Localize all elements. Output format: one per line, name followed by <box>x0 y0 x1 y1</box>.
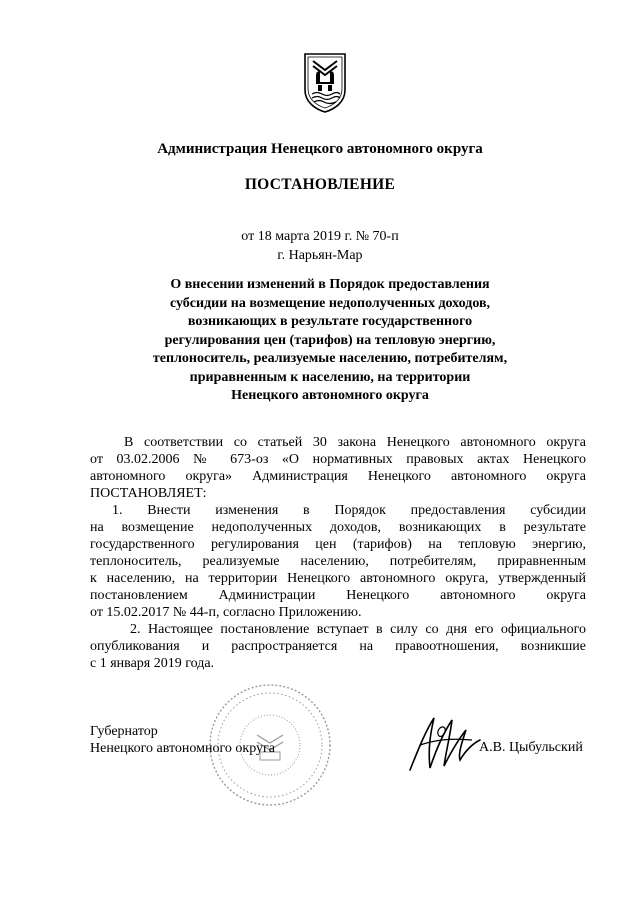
body-line: государственного регулирования цен (тарифов) на тепловую энергию, <box>90 537 586 552</box>
organization-name: Администрация Ненецкого автономного округа <box>157 141 483 157</box>
body-line: постановлением Администрации Ненецкого автономного округа <box>90 588 586 603</box>
body-line: автономного округа» Администрация Ненецкого автономного округа <box>90 469 586 484</box>
signatory-position <box>90 723 275 757</box>
body-line: от 15.02.2017 № 44-п, согласно Приложению. <box>90 605 362 620</box>
body-line: к населению, на территории Ненецкого автономного округа, утвержденный <box>90 571 586 586</box>
body-line: 1. Внести изменения в Порядок предоставления субсидии <box>112 503 586 518</box>
body-line: опубликования и распространяется на правоотношения, возникшие <box>90 639 586 654</box>
body-line: В соответствии со статьей 30 закона Ненецкого автономного округа <box>124 435 586 450</box>
title-line: субсидии на возмещение недополученных доходов, <box>169 295 491 311</box>
body-line: с 1 января 2019 года. <box>90 656 215 671</box>
body-line: ПОСТАНОВЛЯЕТ: <box>90 486 207 501</box>
title-line: возникающих в результате государственного <box>187 314 473 329</box>
title-line: Ненецкого автономного округа <box>231 388 429 403</box>
body-line: от 03.02.2006 № 673-оз «О нормативных правовых актах Ненецкого <box>90 452 586 467</box>
title-line: О внесении изменений в Порядок предоставления <box>170 277 490 292</box>
position-line: Губернатор <box>90 724 158 739</box>
position-line: Ненецкого автономного округа <box>90 741 275 756</box>
signatory-name: А.В. Цыбульский <box>479 740 583 755</box>
body-line: теплоноситель, реализуемые населению, потребителям, приравненным <box>90 554 586 569</box>
title-line: регулирования цен (тарифов) на тепловую энергию, <box>164 332 496 348</box>
handwritten-signature-icon <box>400 710 490 780</box>
body-line: на возмещение недополученных доходов, возникающих в результате <box>90 520 586 535</box>
coat-of-arms-icon <box>302 52 348 114</box>
document-date-number: от 18 марта 2019 г. № 70-п <box>241 229 399 244</box>
title-line: теплоноситель, реализуемые населению, потребителям, <box>152 351 508 366</box>
document-type: ПОСТАНОВЛЕНИЕ <box>244 176 396 193</box>
title-line: приравненным к населению, на территории <box>189 369 471 385</box>
document-body <box>90 434 586 672</box>
document-title <box>130 276 530 406</box>
document-city: г. Нарьян-Мар <box>277 248 363 263</box>
body-line: 2. Настоящее постановление вступает в силу со дня его официального <box>130 622 586 637</box>
